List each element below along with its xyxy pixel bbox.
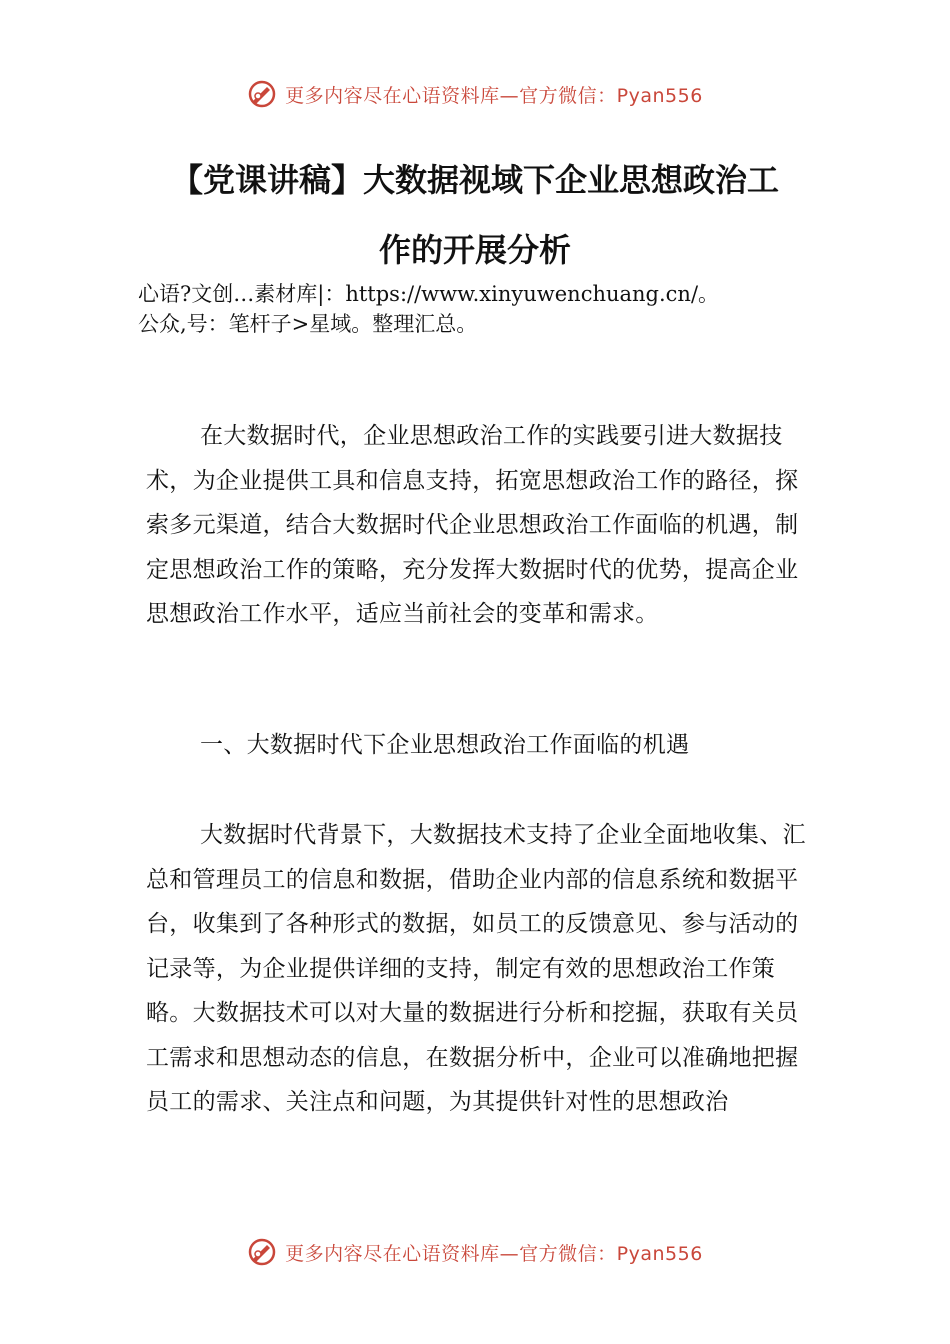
logo-icon [247,1237,277,1267]
source-line-2: 公众,号：笔杆子>星域。整理汇总。 [138,312,478,336]
document-title-line-1: 【党课讲稿】大数据视域下企业思想政治工 [170,161,779,199]
footer-watermark [0,1232,950,1272]
section-heading-1: 一、大数据时代下企业思想政治工作面临的机遇 [200,732,690,758]
body-paragraph-2: 大数据时代背景下，大数据技术支持了企业全面地收集、汇总和管理员工的信息和数据，借助企业内部的信息系统和数据平台，收集到了各种形式的数据，如员工的反馈意见、参与活动的记录等，为企业提供详细的支持，制定有效的思想政治工作策略。大数据技术可以对大量的数据进行分析和挖掘，获取有关员工需求和思想动态的信息，在数据分析中，企业可以准确地把握员工的需求、关注点和问题，为其提供针对性的思想政治 [146,822,806,1115]
header-watermark [0,74,950,114]
watermark-text: 更多内容尽在心语资料库—官方微信：Pyan556 [285,84,703,107]
source-line-1: 心语?文创…素材库|：https://www.xinyuwenchuang.cn/。 [138,282,720,306]
intro-paragraph: 在大数据时代，企业思想政治工作的实践要引进大数据技术，为企业提供工具和信息支持，拓宽思想政治工作的路径，探索多元渠道，结合大数据时代企业思想政治工作面临的机遇，制定思想政治工作的策略，充分发挥大数据时代的优势，提高企业思想政治工作水平，适应当前社会的变革和需求。 [146,423,799,627]
logo-icon [247,79,277,109]
document-title-line-2: 作的开展分析 [378,231,571,269]
watermark-text: 更多内容尽在心语资料库—官方微信：Pyan556 [285,1242,703,1265]
